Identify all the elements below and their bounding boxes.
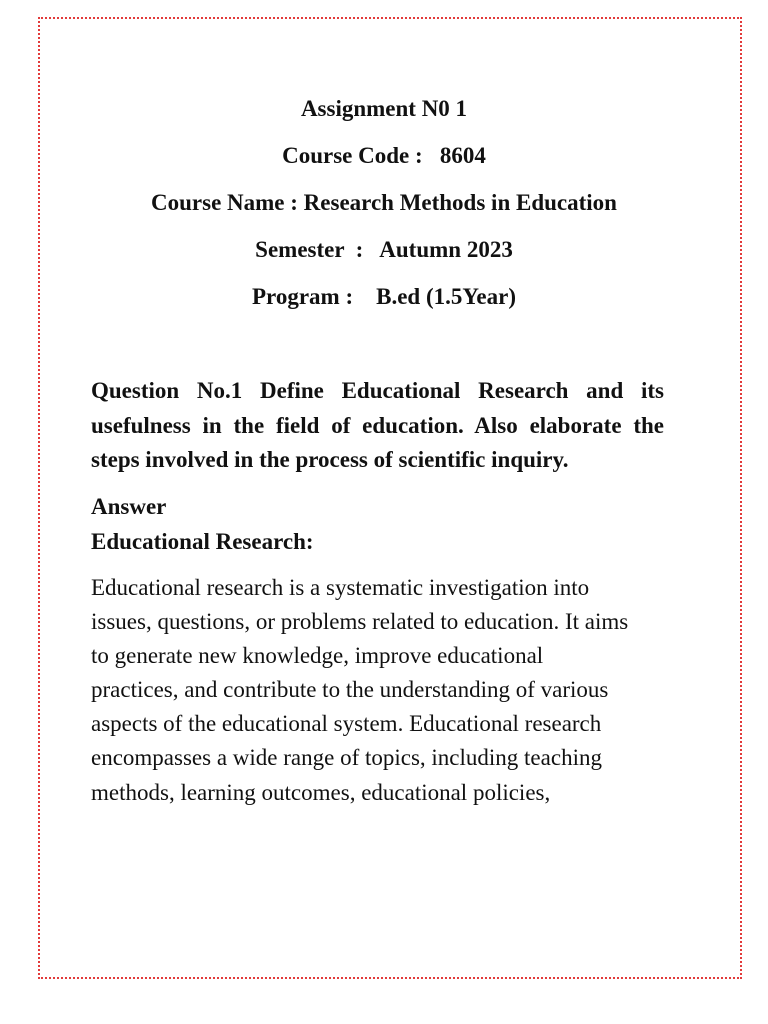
paragraph-line: methods, learning outcomes, educational policies,	[91, 779, 551, 805]
section-heading: Educational Research:	[91, 529, 314, 554]
paragraph-line: encompasses a wide range of topics, including teaching	[91, 745, 602, 771]
course-code: Course Code : 8604	[282, 143, 486, 168]
program: Program : B.ed (1.5Year)	[251, 284, 516, 309]
paragraph-line: practices, and contribute to the understanding of various	[91, 677, 609, 703]
assignment-title: Assignment N0 1	[300, 96, 468, 121]
paragraph-line: to generate new knowledge, improve educational	[91, 643, 544, 669]
semester: Semester : Autumn 2023	[255, 237, 513, 262]
paragraph-line: issues, questions, or problems related to education. It aims	[91, 609, 629, 635]
course-name: Course Name : Research Methods in Education	[151, 190, 617, 215]
question-text: Question No.1 Define Educational Research and its usefulness in the field of education. Also elaborate the steps involved in the process of scientific inquiry.	[91, 378, 664, 472]
assignment-header	[0, 93, 768, 328]
paragraph-line: aspects of the educational system. Educational research	[91, 711, 602, 737]
answer-label: Answer	[91, 494, 167, 519]
paragraph-line: Educational research is a systematic investigation into	[91, 575, 590, 600]
answer-paragraph	[91, 571, 691, 810]
